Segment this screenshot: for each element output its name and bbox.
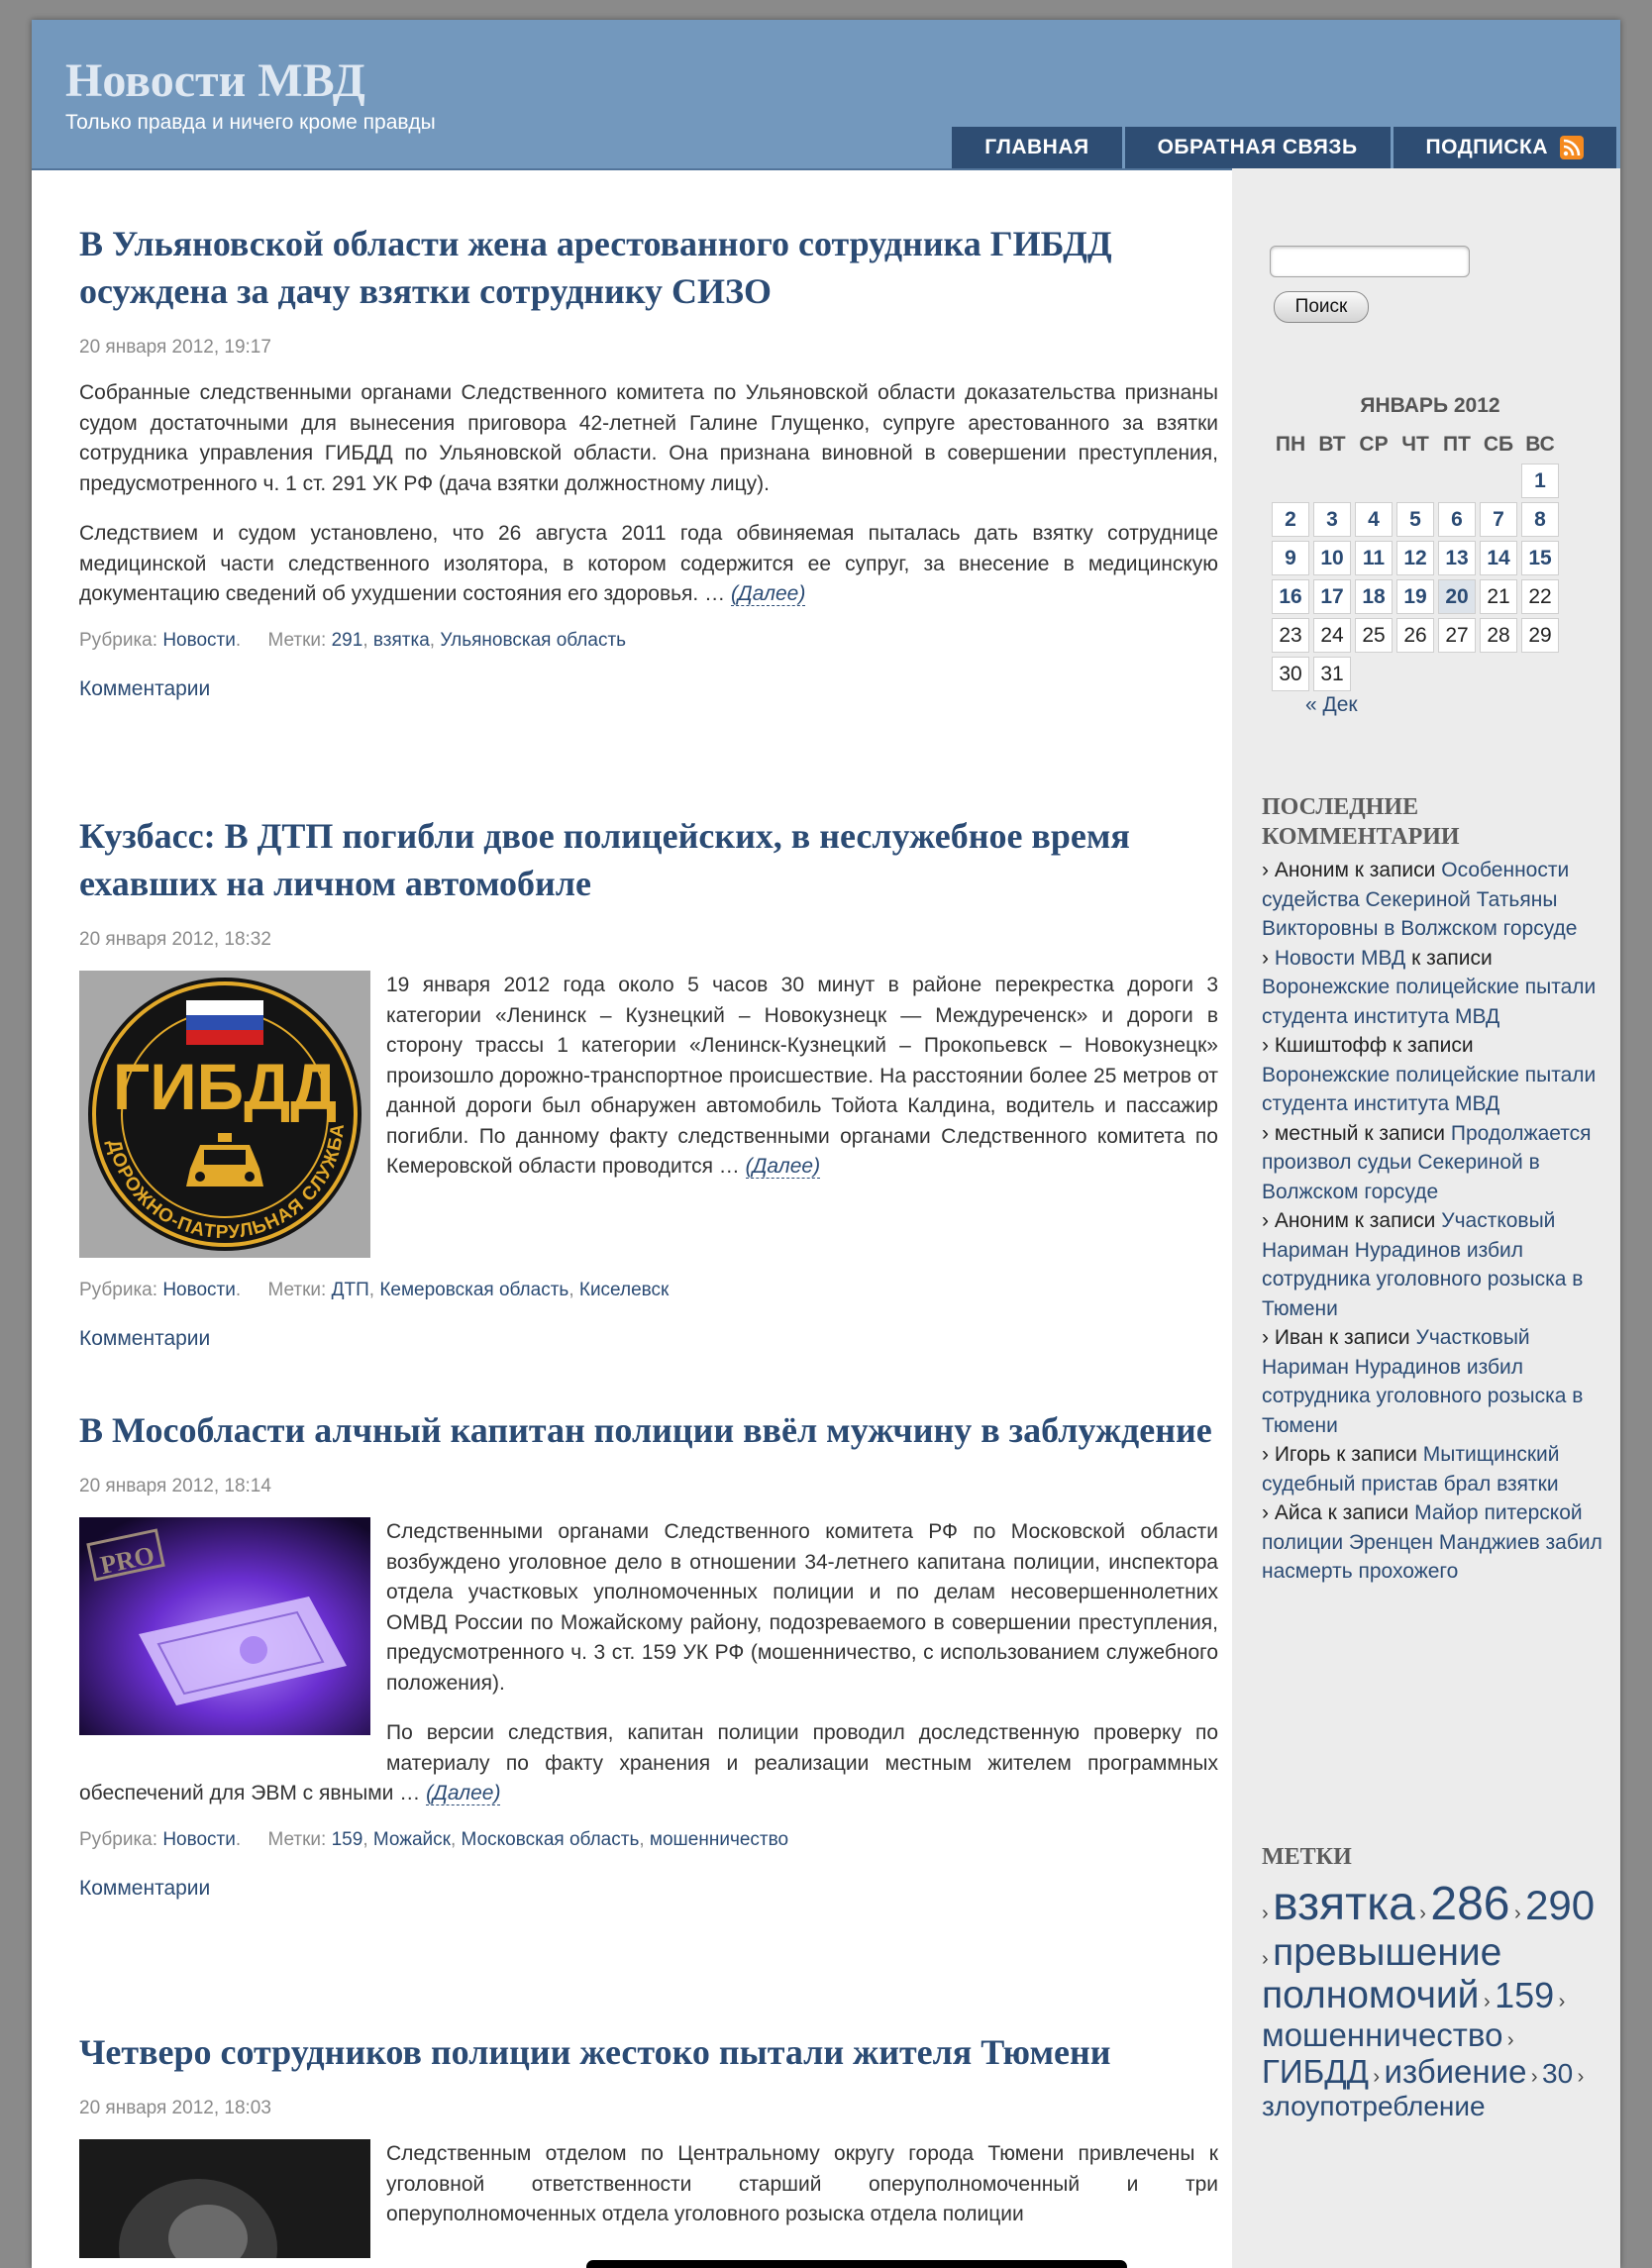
- rubric-label: Рубрика:: [79, 629, 158, 651]
- post-paragraph-text: Следствием и судом установлено, что 26 августа 2011 года обвиняемая пыталась дать взятку сотруднице медицинской части следственного изолятора, в котором содержится ее супруг, за внесение в медицинскую документацию сведений об ухудшении состояния его здоровья. …: [79, 522, 1218, 605]
- calendar-day[interactable]: 6: [1438, 502, 1476, 537]
- post-paragraph-text: 19 января 2012 года около 5 часов 30 минут в районе перекрестка дороги 3 категории «Ленинск – Кузнецкий – Новокузнецк — Междуреченск» и дороги в сторону трассы 1 категории «Ленинск-Кузнецкий – Прокопьевск – Новокузнецк» произошло дорожно-транспортное происшествие. На расстоянии более 25 метров от данной дороги был обнаружен автомобиль Тойота Калдина, водитель и пассажир погибли. По данному факту следственными органами Следственного комитета по Кемеровской области проводится …: [386, 974, 1218, 1178]
- tag-cloud-link[interactable]: взятка: [1273, 1878, 1415, 1930]
- nav-home-label: ГЛАВНАЯ: [984, 136, 1089, 158]
- comment-post-link[interactable]: Майор питерской полиции Эренцен Манджиев забил насмерть прохожего: [1262, 1501, 1602, 1583]
- comment-post-link[interactable]: Воронежские полицейские пытали студента института МВД: [1262, 1063, 1597, 1115]
- rubric-link[interactable]: Новости: [162, 1828, 236, 1850]
- calendar-weekday: СР: [1359, 433, 1389, 456]
- calendar-day[interactable]: 7: [1480, 502, 1517, 537]
- tag-link[interactable]: Московская область: [461, 1828, 640, 1850]
- tag-link[interactable]: 291: [331, 629, 363, 651]
- tags-label: Метки:: [267, 1279, 327, 1300]
- comment-author: Игорь: [1274, 1443, 1331, 1466]
- calendar-day: 27: [1438, 618, 1476, 653]
- tag-link[interactable]: Можайск: [372, 1828, 451, 1850]
- comment-author: Аноним: [1274, 859, 1349, 881]
- tag-separator: ›: [1373, 2066, 1381, 2089]
- post-image[interactable]: [79, 2139, 370, 2268]
- comment-author: Кшиштофф: [1274, 1034, 1388, 1057]
- post: [79, 1406, 1218, 1901]
- calendar-empty-cell: [1438, 464, 1476, 498]
- comment-joiner: к записи: [1327, 1501, 1409, 1524]
- post-paragraph: Следственным отделом по Центральному округу города Тюмени привлечены к уголовной ответственности старший оперуполномоченный и три оперуполномоченных отдела уголовного розыска отдела полиции: [386, 2142, 1218, 2225]
- comment-post-link[interactable]: Продолжается произвол судьи Секериной в Волжском горсуде: [1262, 1121, 1592, 1203]
- tags-title: МЕТКИ: [1262, 1844, 1352, 1870]
- calendar-weekday: СБ: [1483, 433, 1514, 456]
- comment-post-link[interactable]: Участковый Нариман Нурадинов избил сотрудника уголовного розыска в Тюмени: [1262, 1326, 1584, 1437]
- calendar-weekday: ВС: [1525, 433, 1555, 456]
- tag-separator: ›: [1558, 1991, 1566, 2013]
- post-body: [79, 378, 1218, 610]
- tag-cloud-link[interactable]: 159: [1495, 1975, 1555, 2016]
- comment-post-link[interactable]: Особенности судейства Секериной Татьяны Викторовны в Волжском горсуде: [1262, 859, 1578, 940]
- tag-separator: ›: [1419, 1903, 1426, 1924]
- tags-label: Метки:: [267, 1828, 327, 1850]
- tag-separator: ›: [1262, 1903, 1269, 1924]
- calendar-day[interactable]: 8: [1521, 502, 1559, 537]
- comment-post-link[interactable]: Мытищинский судебный пристав брал взятки: [1262, 1443, 1560, 1495]
- post: [79, 812, 1218, 1351]
- tag-link[interactable]: Киселевск: [578, 1279, 670, 1300]
- calendar-empty-cell: [1355, 464, 1393, 498]
- post-date: 20 января 2012, 18:03: [79, 2098, 271, 2118]
- tag-link[interactable]: 159: [331, 1828, 363, 1850]
- site-description: Только правда и ничего кроме правды: [65, 111, 436, 134]
- recent-comment-item: › Кшиштофф к записи Воронежские полицейские пытали студента института МВД: [1262, 1034, 1597, 1115]
- read-more-link[interactable]: (Далее): [730, 582, 806, 605]
- calendar-day[interactable]: 19: [1396, 579, 1434, 614]
- badge-text: ГИБДД: [112, 1050, 338, 1123]
- calendar-empty-cell: [1438, 657, 1476, 691]
- nav-feedback[interactable]: [1125, 127, 1391, 168]
- tag-cloud-link[interactable]: 286: [1430, 1878, 1510, 1930]
- post-body: [79, 1517, 1218, 1809]
- calendar-empty-cell: [1313, 464, 1351, 498]
- recent-comments-list: [1262, 856, 1604, 1587]
- calendar-caption: ЯНВАРЬ 2012: [1360, 394, 1500, 417]
- nav-subscribe-label: ПОДПИСКА: [1425, 136, 1548, 158]
- horizontal-scrollbar[interactable]: [586, 2260, 1127, 2268]
- comment-post-link[interactable]: Участковый Нариман Нурадинов избил сотрудника уголовного розыска в Тюмени: [1262, 1209, 1584, 1320]
- calendar-day: 23: [1272, 618, 1309, 653]
- tag-link[interactable]: мошенничество: [649, 1828, 789, 1850]
- calendar-day: 30: [1272, 657, 1309, 691]
- post-paragraph: Собранные следственными органами Следственного комитета по Ульяновской области доказательства признаны судом достаточными для вынесения приговора 42-летней Галине Глущенко, супруге арестованного за взятки сотрудника управления ГИБДД по Ульяновской области. Она признана виновной в совершении преступления, предусмотренного ч. 1 ст. 291 УК РФ (дача взятки должностному лицу).: [79, 381, 1218, 495]
- calendar-weekday: ЧТ: [1401, 433, 1429, 456]
- calendar-day[interactable]: 18: [1355, 579, 1393, 614]
- calendar-day[interactable]: 10: [1313, 541, 1351, 575]
- calendar-day[interactable]: 14: [1480, 541, 1517, 575]
- site-header: [32, 20, 1620, 170]
- comment-author: Айса: [1274, 1501, 1322, 1524]
- tag-link[interactable]: Ульяновская область: [440, 629, 627, 651]
- post-title[interactable]: В Мособласти алчный капитан полиции ввёл мужчину в заблуждение: [79, 1410, 1212, 1450]
- nav-subscribe[interactable]: [1394, 127, 1616, 168]
- recent-comment-item: › местный к записи Продолжается произвол судьи Секериной в Волжском горсуде: [1262, 1121, 1592, 1203]
- comment-joiner: к записи: [1354, 1209, 1436, 1232]
- post: [79, 2028, 1218, 2268]
- tag-link[interactable]: взятка: [372, 629, 430, 651]
- comments-link[interactable]: Комментарии: [79, 676, 211, 700]
- recent-comment-item: › Айса к записи Майор питерской полиции Эренцен Манджиев забил насмерть прохожего: [1262, 1501, 1602, 1583]
- comments-link[interactable]: Комментарии: [79, 1876, 211, 1900]
- calendar-empty-cell: [1521, 657, 1559, 691]
- comment-author[interactable]: Новости МВД: [1274, 946, 1406, 970]
- recent-comment-item: › Аноним к записи Участковый Нариман Нурадинов избил сотрудника уголовного розыска в Тюмени: [1262, 1209, 1584, 1320]
- calendar-day[interactable]: 17: [1313, 579, 1351, 614]
- post-meta: Рубрика: Новости. Метки: ДТП, Кемеровская область, Киселевск: [79, 1279, 670, 1300]
- read-more-link[interactable]: (Далее): [745, 1155, 821, 1178]
- tag-cloud-link[interactable]: 30: [1542, 2058, 1574, 2090]
- tag-cloud-link[interactable]: мошенничество: [1262, 2016, 1503, 2054]
- calendar-day[interactable]: 20: [1438, 579, 1476, 614]
- rubric-label: Рубрика:: [79, 1828, 158, 1850]
- sidebar: [1232, 168, 1620, 2268]
- calendar-empty-cell: [1480, 464, 1517, 498]
- banknote-uv-image[interactable]: [79, 1517, 370, 1745]
- tag-separator: ›: [1513, 1903, 1521, 1924]
- rubric-link[interactable]: Новости: [162, 629, 236, 651]
- calendar-day[interactable]: 16: [1272, 579, 1309, 614]
- tag-cloud-link[interactable]: превышение полномочий: [1262, 1930, 1502, 2017]
- tag-separator: ›: [1262, 1947, 1269, 1970]
- comment-joiner: к записи: [1364, 1121, 1445, 1145]
- calendar-day: 21: [1480, 579, 1517, 614]
- post-title[interactable]: Четверо сотрудников полиции жестоко пытали жителя Тюмени: [79, 2032, 1111, 2072]
- tag-cloud-link[interactable]: избиение: [1384, 2053, 1527, 2091]
- comment-post-link[interactable]: Воронежские полицейские пытали студента института МВД: [1262, 976, 1597, 1028]
- comments-link[interactable]: Комментарии: [79, 1326, 211, 1350]
- comment-joiner: к записи: [1411, 946, 1493, 970]
- calendar-day: 22: [1521, 579, 1559, 614]
- rss-icon[interactable]: [1560, 136, 1584, 159]
- post-date: 20 января 2012, 19:17: [79, 337, 271, 358]
- tag-separator: ›: [1577, 2066, 1585, 2089]
- calendar-day[interactable]: 11: [1355, 541, 1393, 575]
- post-date: 20 января 2012, 18:32: [79, 929, 271, 950]
- calendar-day[interactable]: 4: [1355, 502, 1393, 537]
- calendar-day: 26: [1396, 618, 1434, 653]
- post-body: [79, 971, 1218, 1276]
- calendar-day: 25: [1355, 618, 1393, 653]
- recent-comment-item: › Игорь к записи Мытищинский судебный пристав брал взятки: [1262, 1443, 1560, 1495]
- calendar-day[interactable]: 15: [1521, 541, 1559, 575]
- calendar-weekday: ПН: [1275, 433, 1306, 456]
- calendar-day[interactable]: 2: [1272, 502, 1309, 537]
- post-date: 20 января 2012, 18:14: [79, 1476, 271, 1496]
- post-body: [79, 2139, 1218, 2230]
- comment-author: местный: [1274, 1121, 1359, 1145]
- tag-cloud-link[interactable]: ГИБДД: [1262, 2053, 1369, 2091]
- search-button[interactable]: Поиск: [1274, 291, 1369, 323]
- site-title[interactable]: Новости МВД: [65, 54, 365, 107]
- recent-comments-title: ПОСЛЕДНИЕ КОММЕНТАРИИ: [1262, 794, 1460, 850]
- calendar-day[interactable]: 12: [1396, 541, 1434, 575]
- page: [32, 20, 1620, 2268]
- comment-joiner: к записи: [1354, 859, 1436, 881]
- post-paragraph-text: По версии следствия, капитан полиции проводил доследственную проверку по материалу по факту хранения и реализации местным жителем программных обеспечений для ЭВМ с явными …: [79, 1721, 1218, 1804]
- nav-home[interactable]: [952, 127, 1121, 168]
- recent-comments-widget: [1262, 792, 1604, 1587]
- calendar-weekday: ПТ: [1443, 433, 1471, 456]
- tag-link[interactable]: Кемеровская область: [379, 1279, 569, 1300]
- tag-separator: ›: [1530, 2066, 1538, 2089]
- rubric-link[interactable]: Новости: [162, 1279, 236, 1300]
- comment-joiner: к записи: [1328, 1326, 1410, 1349]
- search-input[interactable]: [1270, 246, 1470, 277]
- calendar-weekday: ВТ: [1318, 433, 1346, 456]
- calendar-empty-cell: [1480, 657, 1517, 691]
- calendar-day[interactable]: 9: [1272, 541, 1309, 575]
- calendar-day: 29: [1521, 618, 1559, 653]
- comment-author: Аноним: [1274, 1209, 1349, 1232]
- calendar-day[interactable]: 5: [1396, 502, 1434, 537]
- post-meta: Рубрика: Новости. Метки: 291, взятка, Ульяновская область: [79, 629, 627, 651]
- tags-label: Метки:: [267, 629, 327, 651]
- rubric-label: Рубрика:: [79, 1279, 158, 1300]
- image-badge-text: PRO: [97, 1540, 157, 1581]
- post: [79, 220, 1218, 701]
- calendar-prev-month[interactable]: « Дек: [1305, 693, 1358, 716]
- post-title[interactable]: Кузбасс: В ДТП погибли двое полицейских, в неслужебное время ехавших на личном автомобиле: [79, 816, 1130, 903]
- badge-ring-text: ДОРОЖНО-ПАТРУЛЬНАЯ СЛУЖБА: [103, 1122, 350, 1244]
- recent-comment-item: › Новости МВД к записи Воронежские полицейские пытали студента института МВД: [1262, 946, 1597, 1028]
- main-nav: [949, 127, 1616, 168]
- calendar-empty-cell: [1355, 657, 1393, 691]
- tag-separator: ›: [1483, 1991, 1491, 2013]
- calendar-empty-cell: [1396, 464, 1434, 498]
- tag-cloud-link[interactable]: злоупотребление: [1262, 2091, 1486, 2121]
- post-meta: Рубрика: Новости. Метки: 159, Можайск, Московская область, мошенничество: [79, 1828, 789, 1850]
- comment-joiner: к записи: [1336, 1443, 1417, 1466]
- calendar-empty-cell: [1272, 464, 1309, 498]
- tag-separator: ›: [1506, 2029, 1514, 2052]
- tag-cloud: [1262, 1878, 1604, 2121]
- calendar-day: 24: [1313, 618, 1351, 653]
- recent-comment-item: › Аноним к записи Особенности судейства Секериной Татьяны Викторовны в Волжском горсуде: [1262, 859, 1578, 940]
- nav-feedback-label: ОБРАТНАЯ СВЯЗЬ: [1157, 136, 1358, 158]
- tag-cloud-link[interactable]: 290: [1525, 1882, 1596, 1928]
- recent-comment-item: › Иван к записи Участковый Нариман Нурадинов избил сотрудника уголовного розыска в Тюмени: [1262, 1326, 1584, 1437]
- calendar-day: 28: [1480, 618, 1517, 653]
- post-paragraph: [79, 519, 1218, 610]
- calendar: [1268, 426, 1563, 695]
- read-more-link[interactable]: (Далее): [426, 1782, 501, 1804]
- comment-author: Иван: [1274, 1326, 1324, 1349]
- tags-widget: [1262, 1842, 1604, 2121]
- calendar-empty-cell: [1396, 657, 1434, 691]
- calendar-day[interactable]: 3: [1313, 502, 1351, 537]
- calendar-day[interactable]: 1: [1521, 464, 1559, 498]
- calendar-day: 31: [1313, 657, 1351, 691]
- post-title[interactable]: В Ульяновской области жена арестованного сотрудника ГИБДД осуждена за дачу взятки сотруднику СИЗО: [79, 224, 1112, 311]
- comment-joiner: к записи: [1392, 1034, 1474, 1057]
- calendar-day[interactable]: 13: [1438, 541, 1476, 575]
- gibdd-badge-image[interactable]: [79, 971, 370, 1268]
- tag-link[interactable]: ДТП: [331, 1279, 369, 1300]
- post-paragraph: Следственными органами Следственного комитета РФ по Московской области возбуждено уголовное дело в отношении 34-летнего капитана полиции, инспектора отдела участковых уполномоченных полиции и по делам несовершеннолетних ОМВД России по Можайскому району, подозреваемого в совершении преступления, предусмотренного ч. 3 ст. 159 УК РФ (мошенничество, с использованием служебного положения).: [386, 1520, 1218, 1695]
